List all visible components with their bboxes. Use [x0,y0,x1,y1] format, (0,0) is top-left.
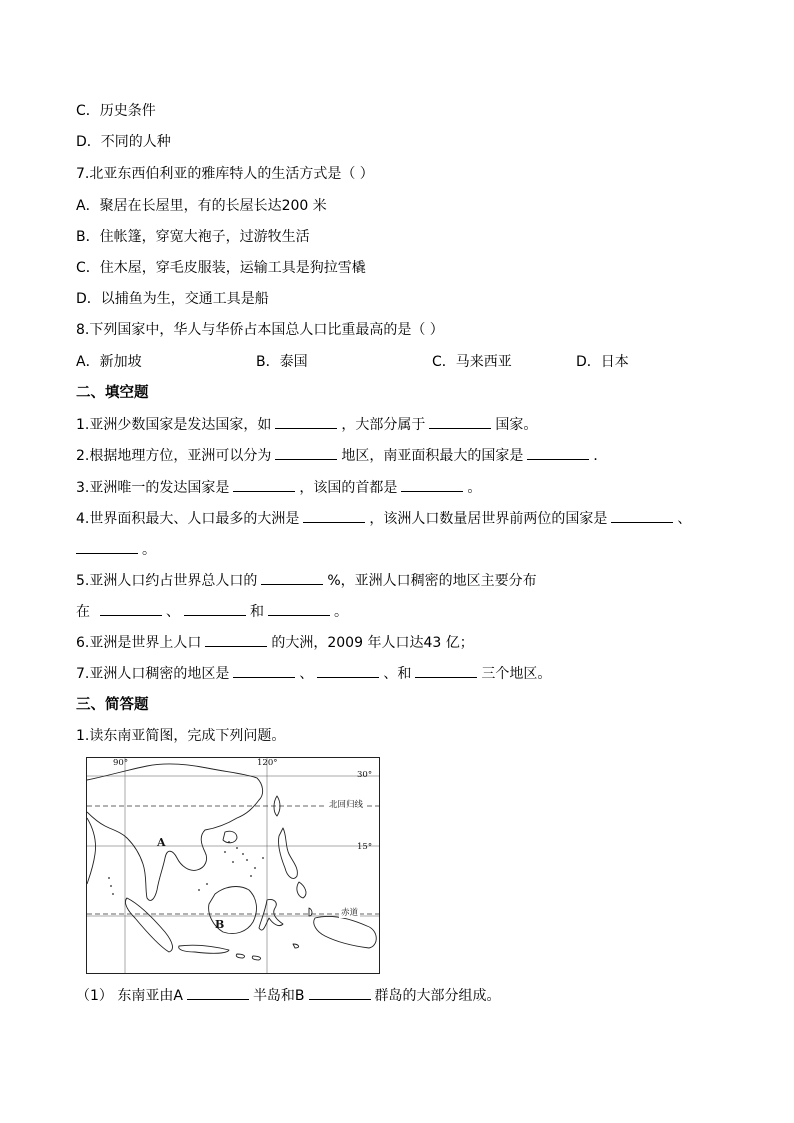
southeast-asia-map [86,757,380,974]
answer-blank[interactable] [429,414,491,429]
map-label-a: A [157,836,166,849]
sub1-text-a: （1） 东南亚由A [76,988,183,1004]
answer-blank[interactable] [261,570,323,585]
answer-blank[interactable] [268,601,330,616]
section-heading-short-answer: 三、简答题 [76,697,149,713]
fill-q6 [76,632,474,653]
q7-stem: 7.北亚东西伯利亚的雅库特人的生活方式是（ ） [76,166,374,182]
fill-q4-text-a: 4.世界面积最大、人口最多的大洲是 [76,511,300,527]
fill-q4-text-d: 。 [142,542,156,558]
q7-option-c: C．住木屋，穿毛皮服装，运输工具是狗拉雪橇 [76,260,366,276]
fill-q7-text-d: 三个地区。 [481,666,552,682]
q8-option-d: D．日本 [576,354,629,370]
sub1-text-c: 群岛的大部分组成。 [374,988,501,1004]
fill-q5-text-f: 。 [334,604,348,620]
answer-blank[interactable] [415,663,477,678]
fill-q1-text-c: 国家。 [495,417,538,433]
fill-q7-text-b: 、 [299,666,314,682]
q8-option-a: A．新加坡 [76,354,142,370]
short-answer-q1-stem: 1.读东南亚简图，完成下列问题。 [76,728,286,744]
fill-q3-text-c: 。 [467,480,482,496]
q8-option-c: C．马来西亚 [432,354,512,370]
fill-q3-text-b: ，该国的首都是 [299,480,398,496]
fill-q5-text-d: 、 [166,604,180,620]
fill-q6-text-b: 的大洲，2009 年人口达43 亿； [271,635,474,651]
fill-q5 [76,570,537,591]
fill-q4-text-b: ，该洲人口数量居世界前两位的国家是 [369,511,608,527]
map-label-equator: 赤道 [341,908,359,918]
fill-q3 [76,477,481,498]
map-label-lon-90: 90° [113,758,129,768]
short-answer-q1-sub1 [76,985,501,1006]
answer-blank[interactable] [233,663,295,678]
answer-blank[interactable] [303,508,365,523]
answer-blank[interactable] [275,445,337,460]
answer-blank[interactable] [76,539,138,554]
fill-q4 [76,508,691,529]
map-label-lon-120: 120° [257,758,278,768]
map-drawing [87,758,379,973]
q7-option-d: D．以捕鱼为生，交通工具是船 [76,291,269,307]
map-label-lat-30: 30° [357,770,373,780]
answer-blank[interactable] [309,985,371,1000]
answer-blank[interactable] [611,508,673,523]
fill-q4-cont [76,539,156,560]
fill-q2-text-b: 地区，南亚面积最大的国家是 [341,448,524,464]
q7-option-a: A．聚居在长屋里，有的长屋长达200 米 [76,198,327,214]
fill-q6-text-a: 6.亚洲是世界上人口 [76,635,202,651]
answer-blank[interactable] [184,601,246,616]
fill-q5-text-b: %，亚洲人口稠密的地区主要分布 [327,573,537,589]
answer-blank[interactable] [100,601,162,616]
answer-blank[interactable] [527,445,589,460]
fill-q7 [76,663,551,684]
section-heading-fill-blank: 二、填空题 [76,385,149,401]
answer-blank[interactable] [401,477,463,492]
fill-q4-text-c: 、 [677,511,692,527]
answer-blank[interactable] [317,663,379,678]
fill-q1-text-a: 1.亚洲少数国家是发达国家，如 [76,417,272,433]
q6-option-d: D．不同的人种 [76,134,171,150]
sub1-text-b: 半岛和B [252,988,305,1004]
map-label-b: B [215,918,225,931]
fill-q7-text-a: 7.亚洲人口稠密的地区是 [76,666,230,682]
answer-blank[interactable] [205,632,267,647]
q8-option-b: B．泰国 [256,354,308,370]
q7-option-b: B．住帐篷，穿宽大袍子，过游牧生活 [76,229,310,245]
fill-q2-text-c: ． [593,448,608,464]
map-label-lat-15: 15° [357,842,373,852]
fill-q5-text-e: 和 [250,604,264,620]
fill-q5-text-a: 5.亚洲人口约占世界总人口的 [76,573,258,589]
answer-blank[interactable] [275,414,337,429]
fill-q7-text-c: 、和 [383,666,412,682]
map-label-tropic-of-cancer: 北回归线 [329,800,364,810]
answer-blank[interactable] [187,985,249,1000]
fill-q2 [76,445,607,466]
fill-q5-text-c: 在 [76,604,90,620]
q6-option-c: C．历史条件 [76,103,156,119]
fill-q2-text-a: 2.根据地理方位，亚洲可以分为 [76,448,272,464]
fill-q1-text-b: ，大部分属于 [341,417,426,433]
answer-blank[interactable] [233,477,295,492]
fill-q3-text-a: 3.亚洲唯一的发达国家是 [76,480,230,496]
q8-stem: 8.下列国家中，华人与华侨占本国总人口比重最高的是（ ） [76,322,444,338]
fill-q5-cont [76,601,348,622]
fill-q1 [76,414,537,435]
